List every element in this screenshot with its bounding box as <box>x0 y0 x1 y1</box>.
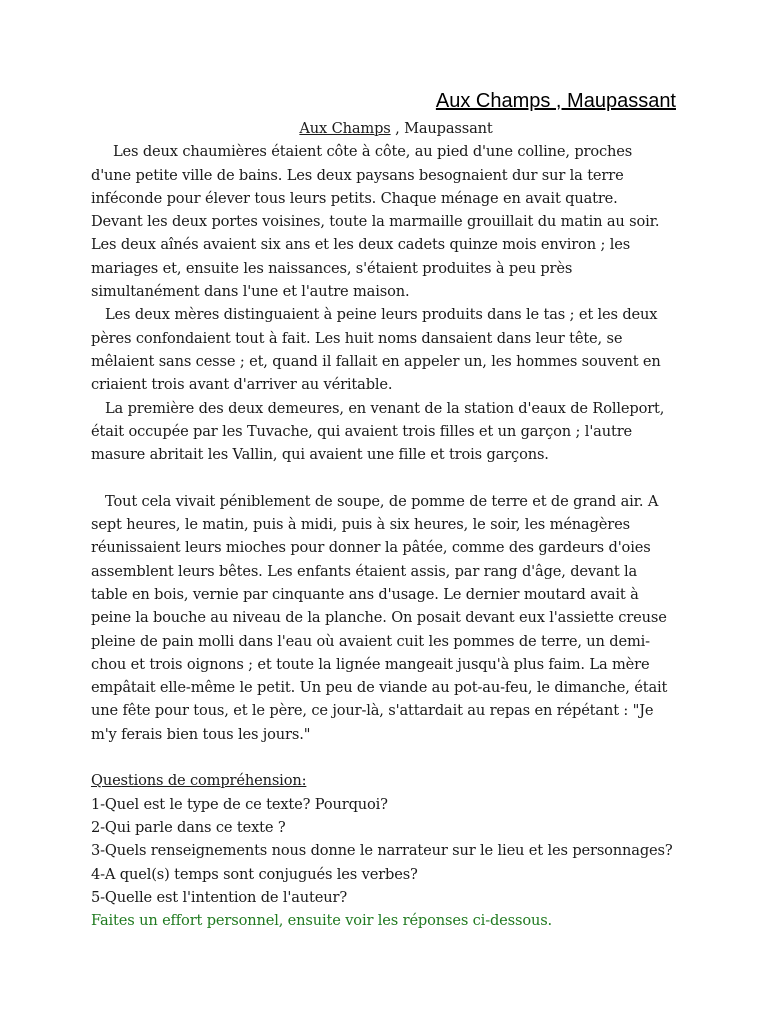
paragraph-line: empâtait elle-même le petit. Un peu de viande au pot-au-feu, le dimanche, était <box>91 679 668 697</box>
paragraph-line: masure abritait les Vallin, qui avaient une fille et trois garçons. <box>91 446 549 464</box>
paragraph-line: pleine de pain molli dans l'eau où avaient cuit les pommes de terre, un demi- <box>91 632 650 650</box>
paragraph-line: criaient trois avant d'arriver au véritable. <box>91 376 393 394</box>
paragraph-line: Tout cela vivait péniblement de soupe, de pomme de terre et de grand air. A <box>105 492 659 510</box>
paragraph-line: réunissaient leurs mioches pour donner la pâtée, comme des gardeurs d'oies <box>91 539 651 557</box>
question-item: 2-Qui parle dans ce texte ? <box>91 818 286 836</box>
paragraph-line: simultanément dans l'une et l'autre maison. <box>91 283 410 301</box>
subtitle-link[interactable]: Aux Champs <box>299 120 391 137</box>
paragraph-line: La première des deux demeures, en venant de la station d'eaux de Rolleport, <box>105 399 665 417</box>
question-item: 1-Quel est le type de ce texte? Pourquoi? <box>91 795 388 813</box>
questions-heading: Questions de compréhension: <box>91 772 307 790</box>
question-item: 5-Quelle est l'intention de l'auteur? <box>91 888 348 906</box>
paragraph-line: peine la bouche au niveau de la planche. On posait devant eux l'assiette creuse <box>91 609 667 627</box>
question-item: 3-Quels renseignements nous donne le narrateur sur le lieu et les personnages? <box>91 842 673 860</box>
paragraph-line: table en bois, vernie par cinquante ans d'usage. Le dernier moutard avait à <box>91 585 639 603</box>
paragraph-line: assemblent leurs bêtes. Les enfants étaient assis, par rang d'âge, devant la <box>91 562 638 580</box>
blank-line <box>91 746 701 769</box>
paragraph-line: Les deux aînés avaient six ans et les deux cadets quinze mois environ ; les <box>91 236 631 254</box>
paragraph-line: d'une petite ville de bains. Les deux paysans besognaient dur sur la terre <box>91 166 624 184</box>
paragraph-line: Les deux chaumières étaient côte à côte, au pied d'une colline, proches <box>113 143 633 161</box>
story-subtitle <box>91 117 701 140</box>
paragraph-line: mariages et, ensuite les naissances, s'étaient produites à peu près <box>91 259 573 277</box>
paragraph-line: chou et trois oignons ; et toute la lignée mangeait jusqu'à plus faim. La mère <box>91 655 650 673</box>
document-title: Aux Champs , Maupassant <box>435 90 676 112</box>
blank-line <box>91 466 701 489</box>
subtitle-author: , Maupassant <box>390 120 493 137</box>
document-body <box>91 117 701 932</box>
paragraph-line: m'y ferais bien tous les jours." <box>91 725 311 743</box>
paragraph-line: sept heures, le matin, puis à midi, puis à six heures, le soir, les ménagères <box>91 516 630 534</box>
paragraph-line: était occupée par les Tuvache, qui avaient trois filles et un garçon ; l'autre <box>91 422 633 440</box>
instruction-note: Faites un effort personnel, ensuite voir les réponses ci-dessous. <box>91 912 553 930</box>
paragraph-line: Devant les deux portes voisines, toute la marmaille grouillait du matin au soir. <box>91 213 660 231</box>
paragraph-line: une fête pour tous, et le père, ce jour-là, s'attardait au repas en répétant : "Je <box>91 702 654 720</box>
paragraph-line: inféconde pour élever tous leurs petits. Chaque ménage en avait quatre. <box>91 189 618 207</box>
paragraph-line: pères confondaient tout à fait. Les huit noms dansaient dans leur tête, se <box>91 329 623 347</box>
paragraph-line: Les deux mères distinguaient à peine leurs produits dans le tas ; et les deux <box>105 306 658 324</box>
paragraph-line: mêlaient sans cesse ; et, quand il fallait en appeler un, les hommes souvent en <box>91 352 661 370</box>
question-item: 4-A quel(s) temps sont conjugués les verbes? <box>91 865 418 883</box>
